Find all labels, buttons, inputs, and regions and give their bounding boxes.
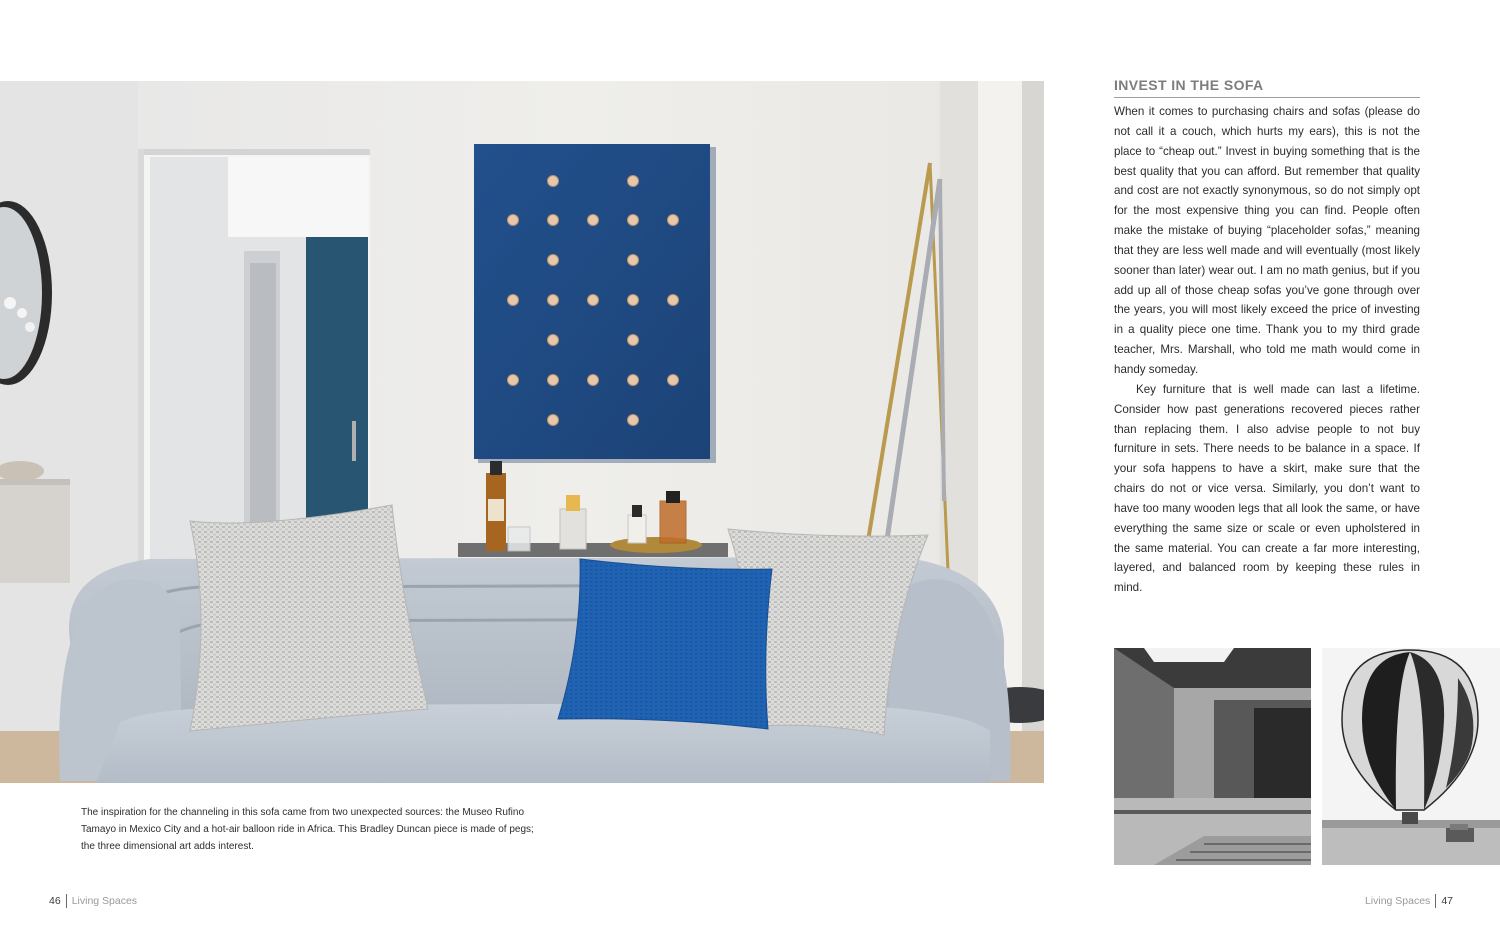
art-peg xyxy=(668,295,679,306)
hot-air-balloon-photo xyxy=(1322,648,1500,865)
page-number-right: 47 xyxy=(1441,895,1453,907)
art-peg xyxy=(588,295,599,306)
art-peg xyxy=(548,295,559,306)
folio-divider xyxy=(66,894,67,908)
chapter-label-right: Living Spaces xyxy=(1364,895,1431,907)
folio-divider xyxy=(1435,894,1436,908)
art-peg xyxy=(508,215,519,226)
art-peg xyxy=(508,295,519,306)
chapter-label-left: Living Spaces xyxy=(71,895,138,907)
art-peg xyxy=(628,295,639,306)
body-paragraph-2: Key furniture that is well made can last a lifetime. Consider how past generations recovered pieces rather than replacing them. I also advise people to not buy furniture in sets. There needs to be balance in a space. If your sofa happens to have a skirt, make sure that the chairs do not or vice versa. Similarly, you don’t want to have too many wooden legs that all look the same, or have everything the same size or scale or even upholstered in the same material. You can create a far more interesting, layered, and balanced room by keeping these rules in mind. xyxy=(1114,382,1420,595)
folio-left xyxy=(49,894,137,908)
section-title: INVEST IN THE SOFA xyxy=(1114,77,1420,98)
art-peg xyxy=(548,375,559,386)
art-peg xyxy=(628,255,639,266)
art-peg xyxy=(628,176,639,187)
body-copy xyxy=(1114,102,1420,598)
art-peg xyxy=(668,215,679,226)
art-peg xyxy=(668,375,679,386)
photo-caption: The inspiration for the channeling in this sofa came from two unexpected sources: the Museo Rufino Tamayo in Mexico City and a hot-air balloon ride in Africa. This Bradley Duncan piece is made of pegs; the three dimensional art adds interest. xyxy=(81,807,534,852)
main-photo xyxy=(0,81,1044,783)
peg-art xyxy=(474,144,716,463)
art-peg xyxy=(508,375,519,386)
art-peg xyxy=(628,335,639,346)
art-peg xyxy=(588,215,599,226)
art-peg xyxy=(548,215,559,226)
art-peg xyxy=(548,176,559,187)
page-number-left: 46 xyxy=(49,895,61,907)
art-peg xyxy=(628,215,639,226)
art-peg xyxy=(548,335,559,346)
art-peg xyxy=(548,255,559,266)
art-peg xyxy=(548,415,559,426)
museum-photo xyxy=(1114,648,1311,865)
art-peg xyxy=(628,375,639,386)
art-peg xyxy=(588,375,599,386)
art-peg xyxy=(628,415,639,426)
body-paragraph-1: When it comes to purchasing chairs and sofas (please do not call it a couch, which hurts my ears), this is not the place to “cheap out.” Invest in buying something that is the best quality that you can afford. But remember that quality and cost are not exactly synonymous, so do not simply opt for the most expensive thing you can find. People often make the mistake of buying “placeholder sofas,” meaning that they are less well made and will eventually (most likely sooner than later) wear out. I am no math genius, but if you add up all of those cheap sofas you’ve gone through over the years, you will most likely exceed the price of investing in a quality piece one time. Thank you to my third grade teacher, Mrs. Marshall, who told me math would come in handy someday. xyxy=(1114,105,1420,376)
folio-right xyxy=(1365,894,1453,908)
